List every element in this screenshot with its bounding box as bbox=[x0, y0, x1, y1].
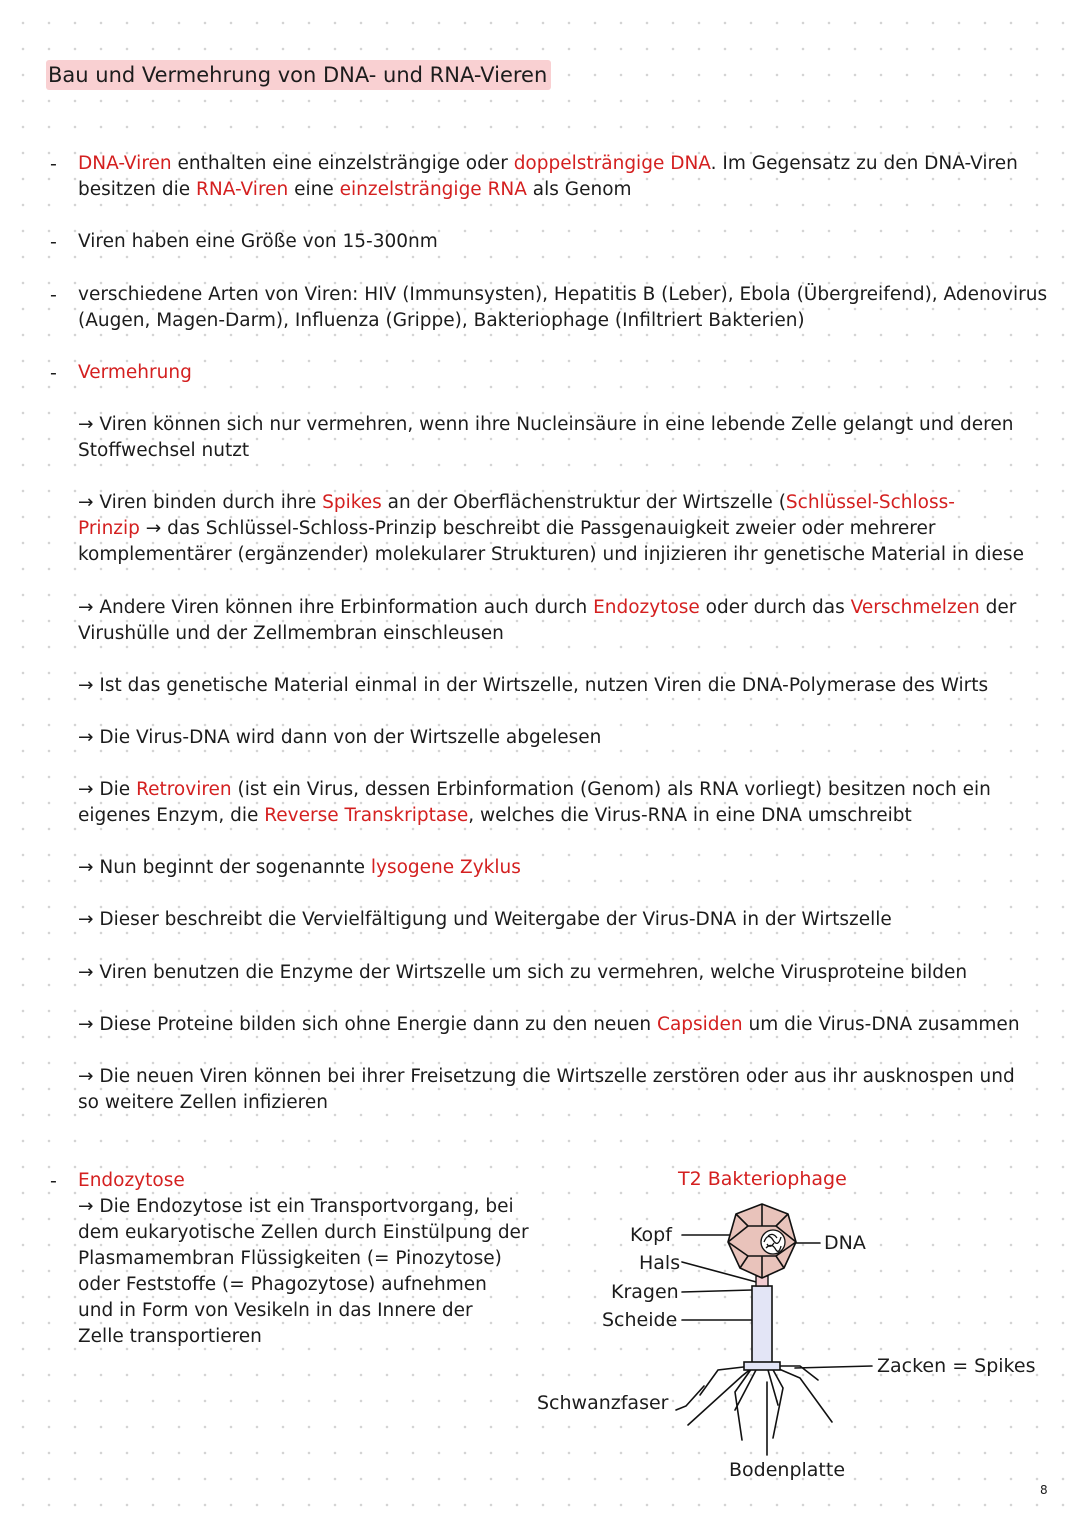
arrow-icon: → bbox=[78, 909, 94, 930]
label-kopf: Kopf bbox=[630, 1224, 672, 1246]
arrow-icon: → bbox=[78, 414, 94, 435]
bullet-marker: - bbox=[50, 362, 57, 384]
arrow-icon: → bbox=[78, 727, 94, 748]
para-2-line-1: → Viren binden durch ihre Spikes an der Oberflächenstruktur der Wirtszelle (Schlüssel-Schloss- bbox=[78, 492, 955, 513]
label-kragen: Kragen bbox=[611, 1281, 679, 1303]
para-6-line-2: eigenes Enzym, die Reverse Transkriptase, welches die Virus-RNA in eine DNA umschreibt bbox=[78, 805, 912, 826]
label-hals: Hals bbox=[639, 1252, 681, 1274]
para-4: → Ist das genetische Material einmal in der Wirtszelle, nutzen Viren die DNA-Polymerase des Wirts bbox=[78, 675, 989, 696]
arrow-icon: → bbox=[78, 597, 94, 618]
endozytose-line-5: und in Form von Vesikeln in das Innere der bbox=[78, 1300, 473, 1321]
arrow-icon: → bbox=[78, 675, 94, 696]
dna-coil-shape bbox=[761, 1230, 785, 1254]
bullet-2: Viren haben eine Größe von 15-300nm bbox=[78, 231, 438, 252]
para-2-line-3: komplementärer (ergänzender) molekularer Strukturen) und injizieren ihr genetische Material in diese bbox=[78, 544, 1024, 565]
para-1-line-2: Stoffwechsel nutzt bbox=[78, 440, 250, 461]
tail-sheath-shape bbox=[752, 1286, 772, 1364]
bullet-1-line-1: DNA-Viren enthalten eine einzelsträngige oder doppelsträngige DNA. Im Gegensatz zu den DNA-Viren bbox=[78, 153, 1018, 174]
base-plate-shape bbox=[744, 1362, 780, 1370]
label-schwanzfaser: Schwanzfaser bbox=[537, 1392, 669, 1414]
bullet-marker: - bbox=[50, 1170, 57, 1192]
para-8: → Dieser beschreibt die Vervielfältigung und Weitergabe der Virus-DNA in der Wirtszelle bbox=[78, 909, 892, 930]
arrow-icon: → bbox=[78, 1066, 94, 1087]
para-6-line-1: → Die Retroviren (ist ein Virus, dessen Erbinformation (Genom) als RNA vorliegt) besitzen noch ein bbox=[78, 779, 991, 800]
bullet-3-line-2: (Augen, Magen-Darm), Influenza (Grippe), Bakteriophage (Infiltriert Bakterien) bbox=[78, 310, 805, 331]
page-title: Bau und Vermehrung von DNA- und RNA-Vieren bbox=[46, 60, 551, 90]
endozytose-line-6: Zelle transportieren bbox=[78, 1326, 262, 1347]
label-bodenplatte: Bodenplatte bbox=[729, 1459, 846, 1481]
endozytose-line-2: dem eukaryotische Zellen durch Einstülpung der bbox=[78, 1222, 529, 1243]
para-9: → Viren benutzen die Enzyme der Wirtszelle um sich zu vermehren, welche Virusproteine bilden bbox=[78, 962, 968, 983]
para-5: → Die Virus-DNA wird dann von der Wirtszelle abgelesen bbox=[78, 727, 602, 748]
bullet-1-line-2: besitzen die RNA-Viren eine einzelsträngige RNA als Genom bbox=[78, 179, 632, 200]
para-2-line-2: Prinzip → das Schlüssel-Schloss-Prinzip beschreibt die Passgenauigkeit zweier oder mehrerer bbox=[78, 518, 936, 539]
endozytose-line-1: → Die Endozytose ist ein Transportvorgang, bei bbox=[78, 1196, 514, 1217]
arrow-icon: → bbox=[78, 492, 94, 513]
para-3-line-1: → Andere Viren können ihre Erbinformation auch durch Endozytose oder durch das Verschmelzen der bbox=[78, 597, 1017, 618]
label-scheide: Scheide bbox=[602, 1309, 678, 1331]
para-11-line-2: so weitere Zellen infizieren bbox=[78, 1092, 328, 1113]
arrow-icon: → bbox=[78, 962, 94, 983]
label-spikes: Zacken = Spikes bbox=[877, 1355, 1036, 1377]
para-7: → Nun beginnt der sogenannte lysogene Zyklus bbox=[78, 857, 521, 878]
endozytose-line-3: Plasmamembran Flüssigkeiten (= Pinozytose) bbox=[78, 1248, 502, 1269]
page-number: 8 bbox=[1040, 1483, 1048, 1497]
bullet-marker: - bbox=[50, 231, 57, 253]
bullet-marker: - bbox=[50, 284, 57, 306]
para-1-line-1: → Viren können sich nur vermehren, wenn ihre Nucleinsäure in eine lebende Zelle gelangt und deren bbox=[78, 414, 1014, 435]
arrow-icon: → bbox=[78, 1196, 94, 1217]
endozytose-line-4: oder Feststoffe (= Phagozytose) aufnehmen bbox=[78, 1274, 487, 1295]
diagram-title: T2 Bakteriophage bbox=[678, 1168, 847, 1190]
section-heading-vermehrung: Vermehrung bbox=[78, 362, 192, 383]
arrow-icon: → bbox=[78, 857, 94, 878]
bullet-3-line-1: verschiedene Arten von Viren: HIV (Immunsysten), Hepatitis B (Leber), Ebola (Übergreifend), Adenovirus bbox=[78, 284, 1048, 305]
para-3-line-2: Virushülle und der Zellmembran einschleusen bbox=[78, 623, 504, 644]
bullet-marker: - bbox=[50, 153, 57, 175]
para-10: → Diese Proteine bilden sich ohne Energie dann zu den neuen Capsiden um die Virus-DNA zusammen bbox=[78, 1014, 1020, 1035]
para-11-line-1: → Die neuen Viren können bei ihrer Freisetzung die Wirtszelle zerstören oder aus ihr ausknospen und bbox=[78, 1066, 1015, 1087]
section-heading-endozytose: Endozytose bbox=[78, 1170, 185, 1191]
arrow-icon: → bbox=[78, 779, 94, 800]
label-dna: DNA bbox=[824, 1232, 866, 1254]
arrow-icon: → bbox=[78, 1014, 94, 1035]
tail-fiber-lines bbox=[688, 1366, 832, 1440]
